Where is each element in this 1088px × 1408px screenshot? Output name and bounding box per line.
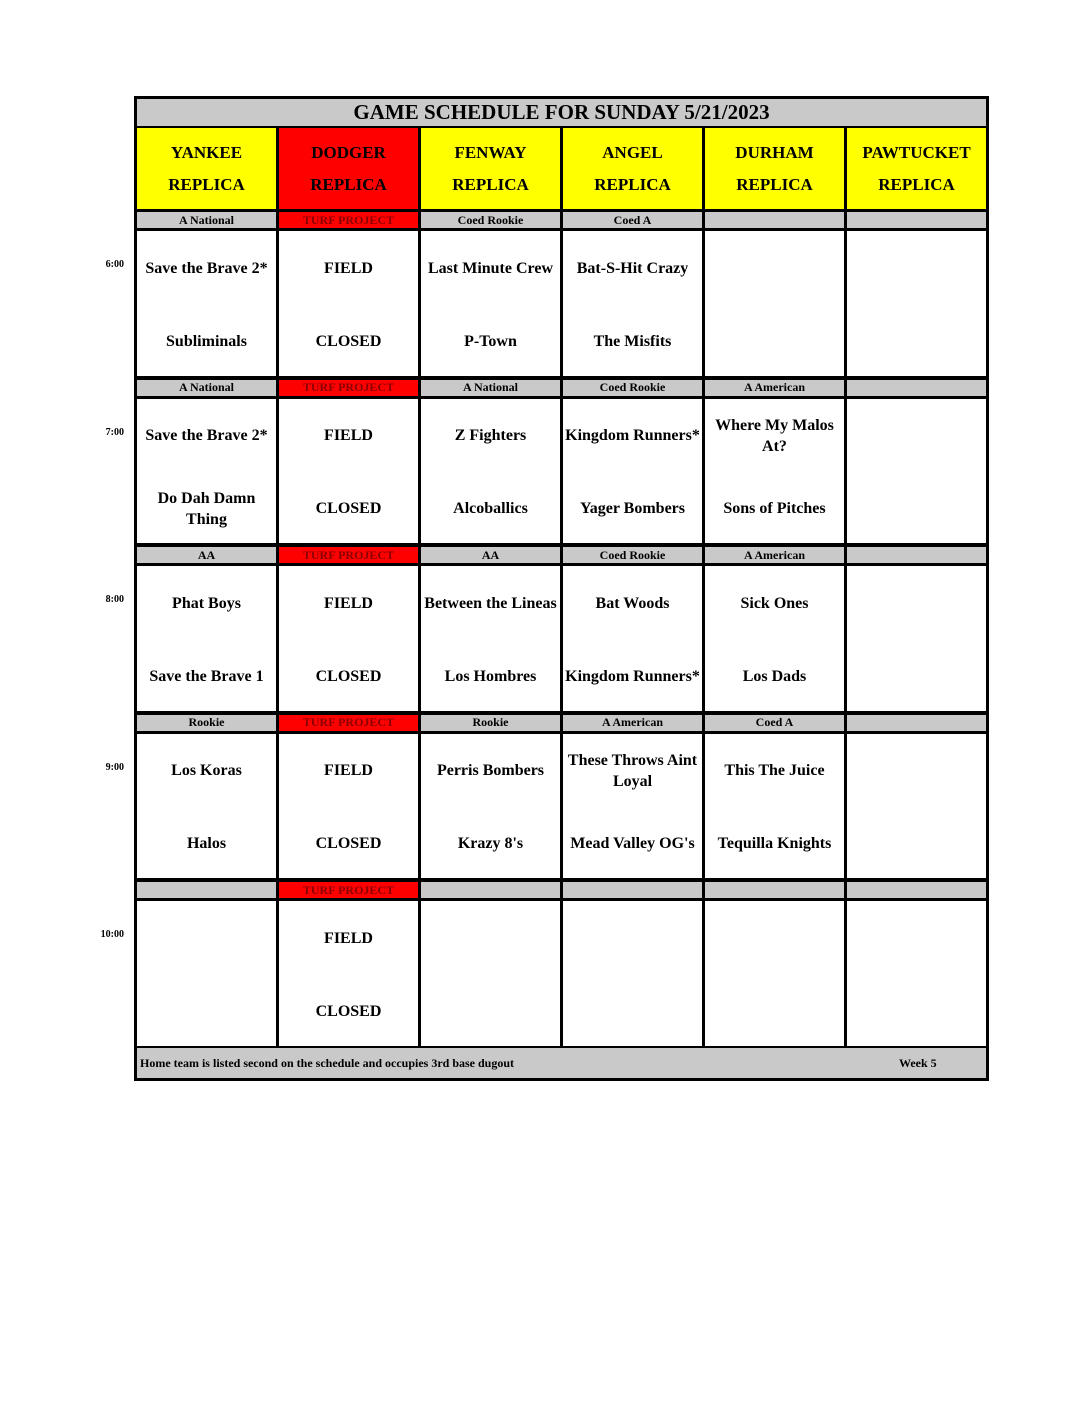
field-type: REPLICA <box>452 174 529 194</box>
team-name: Halos <box>186 835 227 852</box>
away-team <box>281 411 416 461</box>
home-team <box>139 316 274 366</box>
game-cell <box>847 901 986 1050</box>
home-team <box>139 819 274 869</box>
field-header-yankee <box>137 128 279 212</box>
game-cell <box>847 566 986 715</box>
game-cell <box>421 566 563 715</box>
field-header-pawtucket <box>847 128 986 212</box>
division-label <box>847 547 986 566</box>
division-label: Coed A <box>705 715 847 734</box>
division-label: A National <box>137 380 279 399</box>
home-team <box>281 316 416 366</box>
away-team <box>565 746 700 796</box>
field-header-angel <box>563 128 705 212</box>
team-name: Where My Malos At? <box>715 416 834 455</box>
time-slot <box>137 547 986 715</box>
division-label: TURF PROJECT <box>279 715 421 734</box>
field-name: DODGER <box>311 142 386 162</box>
away-team <box>423 913 558 963</box>
team-name: Last Minute Crew <box>427 259 554 277</box>
team-name: The Misfits <box>593 332 672 350</box>
home-team <box>707 651 842 701</box>
slot-time: 9:00 <box>105 761 124 773</box>
game-cell <box>137 231 279 380</box>
game-cell <box>279 231 421 380</box>
home-team <box>139 651 274 701</box>
team-name: Z Fighters <box>454 427 527 444</box>
home-team <box>565 819 700 869</box>
game-cell <box>279 566 421 715</box>
game-cell <box>137 399 279 548</box>
game-row <box>137 231 986 380</box>
division-label: Rookie <box>137 715 279 734</box>
home-team <box>565 316 700 366</box>
home-team <box>281 819 416 869</box>
slot-time: 10:00 <box>100 929 124 940</box>
team-name: Do Dah Damn Thing <box>157 489 256 528</box>
team-name: Subliminals <box>166 332 247 350</box>
away-team <box>565 578 700 628</box>
division-label: A American <box>705 380 847 399</box>
division-label: A American <box>705 547 847 566</box>
team-name: CLOSED <box>315 835 382 852</box>
division-label: Coed Rookie <box>563 380 705 399</box>
game-cell <box>279 399 421 548</box>
field-name: DURHAM <box>735 142 814 162</box>
division-label <box>847 882 986 901</box>
home-team <box>423 484 558 534</box>
away-team <box>565 411 700 461</box>
game-cell <box>563 231 705 380</box>
away-team <box>707 746 842 796</box>
team-name: Krazy 8's <box>457 835 524 852</box>
away-team <box>139 243 274 293</box>
team-name: Tequilla Knights <box>717 835 832 852</box>
field-name: ANGEL <box>602 142 663 162</box>
game-cell <box>563 399 705 548</box>
away-team <box>423 578 558 628</box>
home-team <box>423 986 558 1036</box>
game-cell <box>421 399 563 548</box>
schedule-sheet <box>134 96 989 1081</box>
team-name: Sons of Pitches <box>723 500 826 517</box>
game-cell <box>705 566 847 715</box>
division-label <box>847 380 986 399</box>
team-name: These Throws Aint Loyal <box>567 751 698 790</box>
game-cell <box>137 734 279 883</box>
schedule-footer <box>137 1046 986 1078</box>
division-label: AA <box>137 547 279 566</box>
game-cell <box>137 566 279 715</box>
slot-time: 7:00 <box>105 426 124 438</box>
away-team <box>707 578 842 628</box>
team-name: CLOSED <box>315 500 382 517</box>
field-type: REPLICA <box>594 174 671 194</box>
team-name: FIELD <box>324 427 373 444</box>
game-row <box>137 566 986 715</box>
division-label <box>563 882 705 901</box>
team-name: Bat-S-Hit Crazy <box>576 259 689 277</box>
game-cell <box>137 901 279 1050</box>
game-cell <box>279 734 421 883</box>
team-name: Los Dads <box>742 667 807 685</box>
division-label <box>705 882 847 901</box>
home-team <box>849 986 984 1036</box>
team-name: Los Hombres <box>444 667 537 685</box>
division-label: Coed A <box>563 212 705 231</box>
game-cell <box>847 231 986 380</box>
away-team <box>849 746 984 796</box>
division-label: TURF PROJECT <box>279 547 421 566</box>
team-name: Yager Bombers <box>579 500 686 517</box>
game-row <box>137 901 986 1050</box>
away-team <box>849 578 984 628</box>
home-team <box>849 651 984 701</box>
game-cell <box>421 901 563 1050</box>
division-label: TURF PROJECT <box>279 212 421 231</box>
home-team-note: Home team is listed second on the schedule and occupies 3rd base dugout <box>140 1055 515 1070</box>
division-label <box>847 212 986 231</box>
division-label: Coed Rookie <box>421 212 563 231</box>
division-label: Rookie <box>421 715 563 734</box>
schedule-title: GAME SCHEDULE FOR SUNDAY 5/21/2023 <box>137 99 986 128</box>
away-team <box>565 243 700 293</box>
team-name: Alcoballics <box>453 500 528 517</box>
field-header-durham <box>705 128 847 212</box>
game-cell <box>563 734 705 883</box>
game-cell <box>563 566 705 715</box>
home-team <box>849 819 984 869</box>
game-cell <box>705 734 847 883</box>
game-cell <box>279 901 421 1050</box>
home-team <box>707 819 842 869</box>
time-slot <box>137 212 986 380</box>
away-team <box>423 243 558 293</box>
team-name: CLOSED <box>315 332 382 350</box>
away-team <box>281 578 416 628</box>
team-name: Phat Boys <box>172 594 241 612</box>
game-cell <box>705 231 847 380</box>
game-cell <box>421 734 563 883</box>
field-name: FENWAY <box>454 142 527 162</box>
away-team <box>281 243 416 293</box>
time-slot <box>137 882 986 1050</box>
away-team <box>849 243 984 293</box>
division-row <box>137 212 986 231</box>
division-row <box>137 715 986 734</box>
home-team <box>565 484 700 534</box>
time-slot <box>137 715 986 883</box>
home-team <box>423 651 558 701</box>
week-label: Week 5 <box>899 1055 937 1070</box>
away-team <box>565 913 700 963</box>
division-label: A National <box>421 380 563 399</box>
field-type: REPLICA <box>736 174 813 194</box>
away-team <box>849 913 984 963</box>
home-team <box>565 651 700 701</box>
home-team <box>281 651 416 701</box>
team-name: Between the Lineas <box>424 594 557 612</box>
team-name: Save the Brave 2* <box>145 427 268 444</box>
game-cell <box>563 901 705 1050</box>
game-row <box>137 734 986 883</box>
division-label: A American <box>563 715 705 734</box>
away-team <box>707 913 842 963</box>
division-label: A National <box>137 212 279 231</box>
division-row <box>137 547 986 566</box>
slot-time: 6:00 <box>105 259 124 270</box>
game-cell <box>847 399 986 548</box>
slot-time: 8:00 <box>105 594 124 605</box>
home-team <box>849 316 984 366</box>
away-team <box>423 746 558 796</box>
team-name: This The Juice <box>724 762 825 779</box>
team-name: P-Town <box>464 332 517 350</box>
team-name: Sick Ones <box>740 594 809 612</box>
game-row <box>137 399 986 548</box>
away-team <box>707 243 842 293</box>
field-headers <box>137 128 986 212</box>
field-type: REPLICA <box>878 174 955 194</box>
field-header-fenway <box>421 128 563 212</box>
home-team <box>565 986 700 1036</box>
division-label: TURF PROJECT <box>279 380 421 399</box>
division-label <box>847 715 986 734</box>
team-name: Save the Brave 1 <box>149 667 264 685</box>
away-team <box>139 411 274 461</box>
team-name: FIELD <box>324 929 373 947</box>
home-team <box>423 316 558 366</box>
field-type: REPLICA <box>310 174 387 194</box>
away-team <box>849 411 984 461</box>
division-label: AA <box>421 547 563 566</box>
game-cell <box>705 901 847 1050</box>
away-team <box>139 913 274 963</box>
team-name: Mead Valley OG's <box>570 835 695 852</box>
home-team <box>707 484 842 534</box>
game-cell <box>847 734 986 883</box>
division-label <box>705 212 847 231</box>
division-label: TURF PROJECT <box>279 882 421 901</box>
team-name: Kingdom Runners* <box>565 427 700 444</box>
away-team <box>139 746 274 796</box>
field-name: YANKEE <box>170 142 243 162</box>
home-team <box>423 819 558 869</box>
home-team <box>707 986 842 1036</box>
team-name: CLOSED <box>315 667 382 685</box>
team-name: Los Koras <box>171 762 242 779</box>
away-team <box>139 578 274 628</box>
team-name: Kingdom Runners* <box>565 667 700 685</box>
division-row <box>137 882 986 901</box>
home-team <box>139 484 274 534</box>
team-name: FIELD <box>324 594 373 612</box>
division-label: Coed Rookie <box>563 547 705 566</box>
game-cell <box>705 399 847 548</box>
division-label <box>421 882 563 901</box>
away-team <box>281 913 416 963</box>
home-team <box>707 316 842 366</box>
team-name: FIELD <box>324 259 373 277</box>
team-name: Perris Bombers <box>436 762 545 779</box>
field-header-dodger <box>279 128 421 212</box>
team-name: Bat Woods <box>595 594 670 612</box>
team-name: Save the Brave 2* <box>145 259 268 277</box>
game-cell <box>421 231 563 380</box>
team-name: FIELD <box>324 762 373 779</box>
division-label <box>137 882 279 901</box>
home-team <box>139 986 274 1036</box>
home-team <box>281 986 416 1036</box>
away-team <box>281 746 416 796</box>
home-team <box>849 484 984 534</box>
time-slot <box>137 380 986 548</box>
team-name: CLOSED <box>315 1002 382 1020</box>
division-row <box>137 380 986 399</box>
field-name: PAWTUCKET <box>862 142 971 162</box>
field-type: REPLICA <box>168 174 245 194</box>
away-team <box>707 411 842 461</box>
away-team <box>423 411 558 461</box>
home-team <box>281 484 416 534</box>
